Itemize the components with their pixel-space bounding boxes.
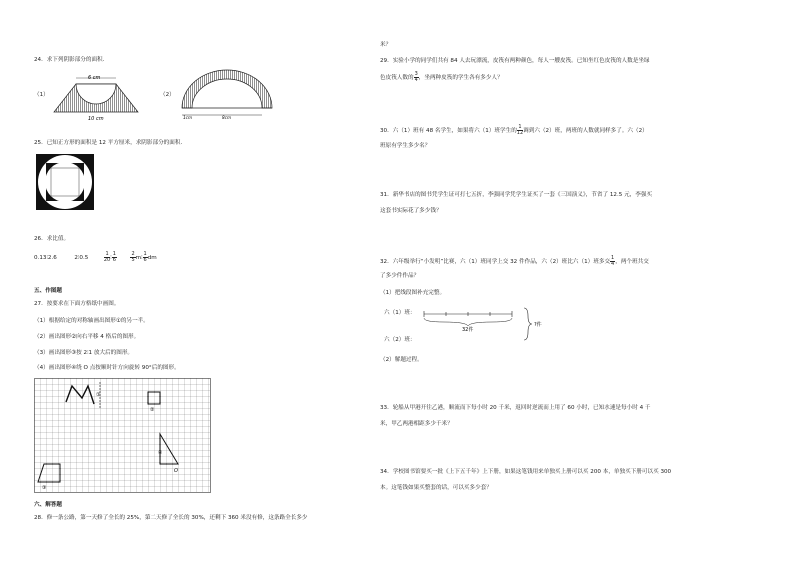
- q27-title: 27．按要求在下面方格纸中画图。: [34, 301, 120, 307]
- q24-title: 24．求下列阴影部分的面积．: [34, 57, 109, 63]
- q27-label1: ①: [96, 392, 101, 398]
- q27-label4: ④: [158, 450, 163, 456]
- q27-grid-paper: [34, 378, 212, 494]
- q34-line2: 本。这笔钱如果买整套的话，可以买多少套？: [380, 485, 492, 491]
- q32-segment-diagram: [420, 306, 550, 346]
- q29-fraction: $\frac{3}{4}$: [414, 71, 418, 83]
- q27-shape1: [66, 386, 94, 404]
- q29-line2: [380, 72, 503, 83]
- q24-fig1-bottom-label: 10 cm: [88, 116, 104, 122]
- q26-title: 26．求比值。: [34, 236, 70, 242]
- q26-expr4-frac-b: $\frac{1}{6}$: [143, 251, 147, 263]
- q34-line1: 34．学校图书馆要买一批《上下五千年》上下册，如果这笔钱用来单独买上册可以买 200 本，单独买下册可以买 300: [380, 469, 672, 475]
- q26-expressions: [34, 252, 157, 263]
- q32-line1-b: ，两个班共交: [615, 259, 649, 265]
- q32-line1-a: 32．六年级举行“小发明”比赛，六（1）班同学上交 32 件作品，六（2）班比六（1）班多交: [380, 259, 611, 265]
- q24-fig2-left-label: 1cm: [183, 115, 193, 120]
- section6-heading: 六、解答题: [34, 502, 62, 508]
- q30-fraction: $\frac{1}{12}$: [516, 124, 524, 136]
- q32-brace-label: 32件: [462, 327, 474, 333]
- q33-line1: 33．轮船从甲港开往乙港，顺流而下每小时 20 千米，返回时逆流而上用了 60 小时，已知水速是每小时 4 千: [380, 405, 651, 411]
- q27-label3: ③: [42, 485, 47, 491]
- q24-figure1: [50, 72, 142, 122]
- q26-expr4-frac-a: $\frac{2}{5}$: [131, 251, 135, 263]
- q27-step1: （1）根据给定的对称轴画出图形①的另一半。: [34, 318, 149, 324]
- q30-line2: 班原有学生多少名？: [380, 143, 431, 149]
- q26-expr3-frac-b: $\frac{1}{6}$: [112, 251, 116, 263]
- q26-expr3-op: ∶: [110, 255, 112, 261]
- q28-text: 28．修一条公路，第一天修了全长的 25%，第二天修了全长的 30%，还剩下 360 米没有修，这条路全长多少: [34, 515, 308, 521]
- q32-step2: （2）解题过程。: [380, 357, 423, 363]
- q33-line2: 米，甲乙两港相距多少千米？: [380, 421, 453, 427]
- q30-line1-a: 30．六（1）班有 48 名学生，如果将六（1）班学生的: [380, 128, 517, 134]
- q26-expr2: 2∶0.5: [74, 255, 89, 261]
- q32-line1: [380, 256, 649, 267]
- q31-line1: 31．新华书店的图书凭学生证可打七五折，李强同学凭学生证买了一套《三国演义》，节省了 12.5 元，李强买: [380, 192, 653, 198]
- q26-expr3-frac-a: $\frac{1}{20}$: [103, 251, 111, 263]
- q27-step3: （3）画出图形③按 2∶1 放大后的图形。: [34, 350, 134, 356]
- q27-step2: （2）画出图形②向右平移 4 格后的图形。: [34, 334, 140, 340]
- q28-continuation: 米？: [380, 42, 392, 48]
- q27-shape2: [148, 392, 160, 404]
- q24-fig2-right-label: 8cm: [222, 115, 232, 120]
- q32-row1-label: 六（1）班：: [384, 310, 416, 316]
- q24-fig1-top-label: 6 cm: [88, 75, 101, 81]
- q25-title: 25．已知正方形的面积是 12 平方厘米，求阴影部分的面积．: [34, 140, 187, 146]
- q27-label2: ②: [150, 407, 155, 413]
- q32-fraction: $\frac{1}{4}$: [611, 255, 615, 267]
- q26-expr1: 0.13∶2.6: [34, 255, 57, 261]
- q31-line2: 这套书实际花了多少钱？: [380, 208, 442, 214]
- q26-expr4-mid: m∶: [135, 255, 143, 261]
- q32-row2-label: 六（2）班：: [384, 337, 416, 343]
- q29-line2-b: ，坐两种皮筏的学生各有多少人？: [418, 75, 503, 81]
- q30-line1-b: 调到六（2）班，两班的人数就同样多了。六（2）: [523, 128, 648, 134]
- q24-fig2-label: （2）: [160, 92, 175, 98]
- q25-figure: [34, 152, 98, 214]
- section5-heading: 五、作图题: [34, 288, 62, 294]
- q30-line1: [380, 125, 648, 136]
- q32-line2: 了多少件作品？: [380, 273, 420, 279]
- q32-step1: （1）把线段图补充完整。: [380, 290, 446, 296]
- q24-figure2: [178, 66, 278, 122]
- q27-shape3: [38, 464, 60, 482]
- q24-fig1-label: （1）: [34, 92, 49, 98]
- q26-expr4-unit: dm: [147, 255, 157, 261]
- q27-step4: （4）画出图形④绕 O 点按顺时针方向旋转 90°后的图形。: [34, 365, 180, 371]
- q32-question-mark-label: ?件: [534, 322, 542, 328]
- q29-line2-a: 色皮筏人数的: [380, 75, 414, 81]
- q27-label-o: O: [174, 468, 178, 474]
- q29-line1: 29．实验小学的同学们共有 84 人去玩漂流，皮筏有两种颜色，每人一艘皮筏。已知坐红色皮筏的人数是坐绿: [380, 58, 650, 64]
